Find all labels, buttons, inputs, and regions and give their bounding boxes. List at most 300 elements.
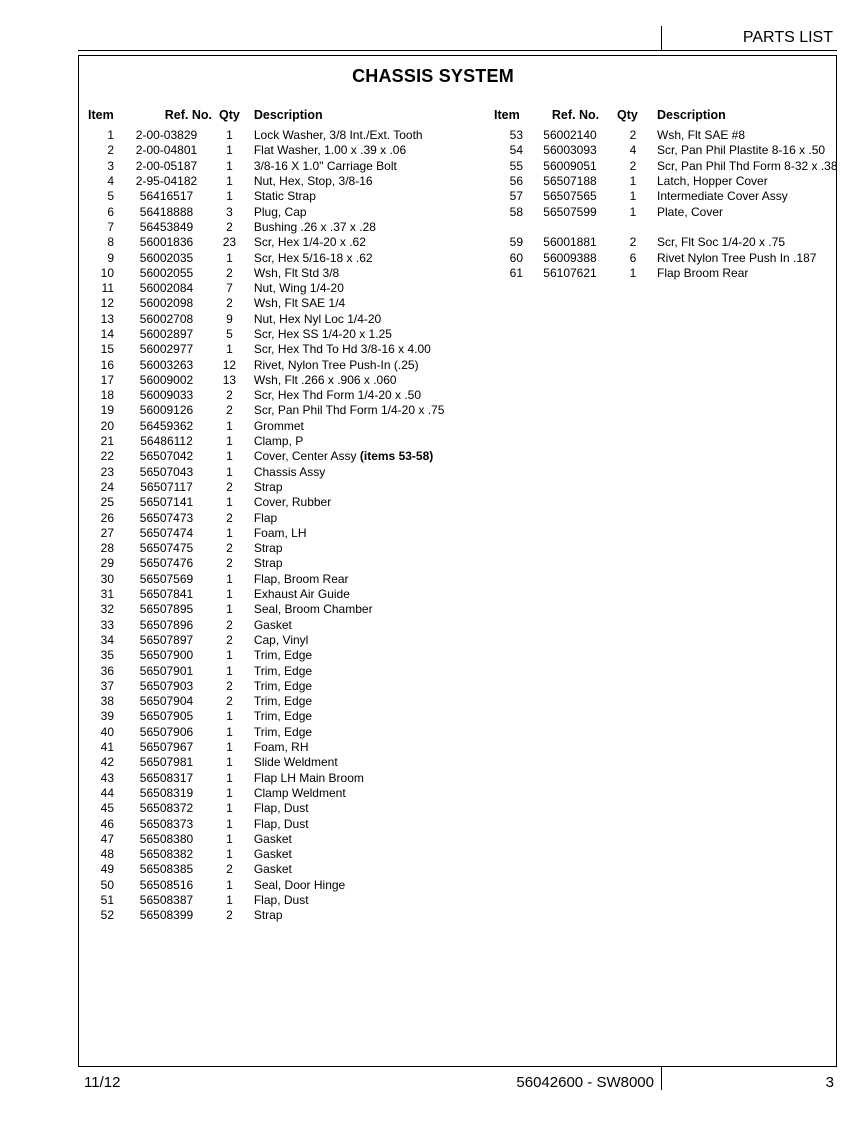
description: [240, 449, 445, 464]
quantity: 1: [226, 525, 233, 540]
description-text: Rivet, Nylon Tree Push-In (.25): [253, 357, 419, 372]
quantity: 9: [226, 311, 233, 326]
ref-number: 56507900: [139, 648, 194, 663]
ref-number: 56486112: [140, 434, 193, 449]
description: [240, 648, 445, 663]
item-number: 38: [100, 694, 114, 709]
quantity: 2: [226, 617, 233, 632]
quantity: 4: [629, 143, 637, 158]
quantity: 2: [226, 694, 233, 709]
ref-number: 56507896: [139, 617, 194, 632]
description: [240, 878, 445, 893]
table-row: [84, 419, 444, 434]
table-row: [84, 495, 444, 510]
footer-page-number: 3: [825, 1074, 834, 1091]
ref-number: 56001836: [139, 235, 194, 250]
ref-number: 56508373: [139, 816, 194, 831]
item-number: 34: [100, 632, 114, 647]
table-row: [84, 587, 444, 602]
table-header-row: [491, 108, 838, 128]
table-row: [84, 633, 444, 648]
description: [240, 128, 445, 143]
table-row: [84, 327, 444, 342]
quantity: 2: [629, 235, 637, 250]
ref-number: 56507841: [139, 587, 194, 602]
description-text: Trim, Edge: [253, 663, 313, 678]
description: [240, 587, 445, 602]
description-text: Foam, LH: [253, 525, 307, 540]
item-number: 6: [107, 204, 114, 219]
description-text: Gasket: [253, 617, 292, 632]
table-row: [84, 434, 444, 449]
description: [649, 143, 838, 158]
description-text: Plug, Cap: [253, 204, 307, 219]
ref-number: 56009002: [139, 372, 194, 387]
table-row: [84, 250, 444, 265]
description-text: Strap: [253, 908, 283, 923]
quantity: 7: [226, 281, 233, 296]
table-row: [491, 266, 838, 281]
quantity: 1: [226, 831, 233, 846]
ref-number: 56002084: [139, 281, 194, 296]
table-row: [84, 403, 444, 418]
description: [240, 694, 445, 709]
item-number: 52: [100, 908, 114, 923]
description: [240, 801, 445, 816]
description-text: Flap, Dust: [253, 816, 309, 831]
description: [240, 342, 445, 357]
ref-number: 56003093: [543, 143, 597, 158]
description-text: Cover, Center Assy: [253, 449, 360, 464]
description: [240, 755, 445, 770]
item-number: 61: [509, 265, 523, 280]
ref-number: 56002708: [139, 311, 194, 326]
item-number: 57: [509, 189, 523, 204]
ref-number: 56453849: [139, 219, 194, 234]
description: [649, 250, 838, 265]
item-number: 27: [100, 525, 114, 540]
item-number: 12: [100, 296, 114, 311]
description: [240, 602, 445, 617]
table-row: [84, 663, 444, 678]
table-row: [491, 235, 838, 250]
quantity: 1: [629, 189, 637, 204]
description-text: 3/8-16 X 1.0" Carriage Bolt: [253, 158, 397, 173]
description: [649, 266, 838, 281]
table-row: [84, 648, 444, 663]
ref-number: 56002035: [139, 250, 194, 265]
description: [240, 143, 445, 158]
ref-number: 56507188: [543, 174, 597, 189]
table-row: [84, 266, 444, 281]
quantity: 2: [226, 908, 233, 923]
footer-doc-number: 56042600 - SW8000: [516, 1074, 654, 1091]
item-number: 13: [100, 311, 114, 326]
description: [240, 465, 445, 480]
quantity: 2: [629, 158, 637, 173]
table-row: [491, 128, 838, 143]
table-row: [84, 220, 444, 235]
table-row: [84, 235, 444, 250]
description-text: Flap LH Main Broom: [253, 770, 364, 785]
item-number: 60: [509, 250, 523, 265]
table-row: [491, 204, 838, 219]
col-item-header: Item: [88, 108, 114, 122]
item-number: 40: [100, 724, 114, 739]
description-text: Wsh, Flt SAE #8: [657, 128, 746, 143]
quantity: 1: [226, 877, 233, 892]
description: [240, 510, 445, 525]
item-number: 54: [509, 143, 523, 158]
description-text: Wsh, Flt Std 3/8: [253, 265, 340, 280]
description: [240, 526, 445, 541]
col-ref-header: Ref. No.: [551, 108, 600, 122]
description: [240, 663, 445, 678]
description-note: (items 53-58): [359, 449, 434, 464]
description-text: Gasket: [253, 831, 292, 846]
description-text: Scr, Hex Thd To Hd 3/8-16 x 4.00: [253, 342, 431, 357]
item-number: 43: [100, 770, 114, 785]
ref-number: 56459362: [139, 418, 194, 433]
footer-date: 11/12: [84, 1074, 121, 1091]
description: [240, 908, 445, 923]
description: [240, 434, 445, 449]
item-number: 42: [100, 755, 114, 770]
header-label: PARTS LIST: [742, 29, 833, 46]
ref-number: 56507903: [139, 678, 194, 693]
col-desc-header: Description: [253, 108, 323, 122]
quantity: 1: [226, 158, 233, 173]
item-number: 15: [100, 342, 114, 357]
col-qty-header: Qty: [219, 108, 240, 122]
quantity: 2: [226, 479, 233, 494]
table-row: [84, 878, 444, 893]
quantity: 2: [226, 388, 233, 403]
quantity: 1: [226, 709, 233, 724]
description-text: Trim, Edge: [253, 648, 313, 663]
description: [240, 419, 445, 434]
ref-number: 56507905: [139, 709, 194, 724]
ref-number: 56507895: [139, 602, 194, 617]
table-row: [84, 556, 444, 571]
quantity: 2: [226, 296, 233, 311]
ref-number: 56507981: [139, 755, 194, 770]
item-number: 50: [100, 877, 114, 892]
quantity: 1: [226, 189, 233, 204]
item-number: 23: [100, 464, 114, 479]
ref-number: 2-00-03829: [135, 128, 198, 143]
description-text: Gasket: [253, 847, 292, 862]
description: [649, 204, 838, 219]
description-text: Plate, Cover: [657, 204, 724, 219]
quantity: 1: [226, 816, 233, 831]
ref-number: 56507901: [139, 663, 194, 678]
description: [240, 204, 445, 219]
quantity: 1: [226, 770, 233, 785]
table-row: [84, 755, 444, 770]
item-number: 8: [107, 235, 114, 250]
item-number: 1: [107, 128, 114, 143]
parts-table-right: [491, 108, 838, 281]
item-number: 29: [100, 556, 114, 571]
table-row: [84, 174, 444, 189]
ref-number: 56507904: [139, 694, 194, 709]
quantity: 1: [226, 755, 233, 770]
table-row: [84, 204, 444, 219]
description-text: Rivet Nylon Tree Push In .187: [657, 250, 817, 265]
item-number: 56: [509, 174, 523, 189]
description: [240, 250, 445, 265]
ref-number: 56508372: [139, 801, 194, 816]
description-text: Wsh, Flt .266 x .906 x .060: [253, 372, 397, 387]
item-number: 47: [100, 831, 114, 846]
table-row: [84, 541, 444, 556]
description-text: Scr, Pan Phil Thd Form 8-32 x .38: [657, 158, 838, 173]
description-text: Flap Broom Rear: [657, 265, 749, 280]
ref-number: 56002140: [543, 128, 597, 143]
item-number: 17: [100, 372, 114, 387]
description-text: Flap, Dust: [253, 892, 309, 907]
description: [240, 725, 445, 740]
description: [240, 832, 445, 847]
item-number: 45: [100, 801, 114, 816]
description: [649, 235, 838, 250]
description: [240, 786, 445, 801]
item-number: 39: [100, 709, 114, 724]
description-text: Static Strap: [253, 189, 316, 204]
footer-rule: [78, 1066, 837, 1067]
item-number: 25: [100, 495, 114, 510]
ref-number: 56507565: [543, 189, 597, 204]
ref-number: 56508380: [139, 831, 194, 846]
ref-number: 56002897: [139, 327, 194, 341]
item-number: 10: [100, 265, 114, 280]
item-number: 24: [100, 479, 114, 494]
description-text: Flat Washer, 1.00 x .39 x .06: [253, 143, 407, 158]
quantity: 1: [226, 449, 233, 464]
col-desc-header: Description: [657, 108, 726, 122]
description: [240, 862, 445, 877]
description: [240, 388, 445, 403]
description-text: Clamp, P: [253, 434, 304, 449]
table-row: [84, 357, 444, 372]
quantity: 1: [629, 265, 637, 280]
ref-number: 2-00-05187: [135, 158, 198, 173]
ref-number: 56507599: [543, 204, 597, 219]
table-row: [84, 847, 444, 862]
description: [240, 312, 445, 327]
item-number: 51: [100, 892, 114, 907]
ref-number: 2-95-04182: [135, 174, 198, 189]
ref-number: 56507906: [139, 724, 194, 739]
description-text: Wsh, Flt SAE 1/4: [253, 296, 346, 311]
description-text: Latch, Hopper Cover: [657, 174, 768, 189]
description: [240, 403, 445, 418]
table-row: [84, 679, 444, 694]
description: [240, 541, 445, 556]
ref-number: 56507141: [139, 495, 194, 510]
description-text: Scr, Flt Soc 1/4-20 x .75: [657, 235, 786, 250]
table-row: [84, 602, 444, 617]
quantity: 2: [226, 510, 233, 525]
table-row: [84, 832, 444, 847]
description-text: Scr, Hex SS 1/4-20 x 1.25: [253, 327, 392, 341]
description-text: Scr, Hex Thd Form 1/4-20 x .50: [253, 388, 422, 403]
item-number: 49: [100, 862, 114, 877]
ref-number: 56107621: [543, 265, 597, 280]
quantity: 1: [226, 785, 233, 800]
quantity: 1: [226, 648, 233, 663]
ref-number: 56508317: [139, 770, 194, 785]
description-text: Bushing .26 x .37 x .28: [253, 219, 376, 234]
item-number: 30: [100, 571, 114, 586]
quantity: 1: [226, 740, 233, 755]
ref-number: 56009126: [139, 403, 194, 418]
quantity: 2: [226, 265, 233, 280]
ref-number: 56507475: [139, 541, 194, 556]
description: [240, 816, 445, 831]
quantity: 1: [226, 663, 233, 678]
ref-number: 56507474: [139, 525, 194, 540]
description-text: Flap: [253, 510, 278, 525]
item-number: 59: [509, 235, 523, 250]
description: [649, 189, 838, 204]
table-row: [84, 189, 444, 204]
quantity: 12: [222, 357, 237, 372]
quantity: 2: [226, 632, 233, 647]
quantity: 2: [226, 862, 233, 877]
quantity: 1: [226, 587, 233, 602]
header-divider: [661, 26, 662, 50]
quantity: 3: [226, 204, 233, 219]
quantity: 1: [226, 801, 233, 816]
table-row: [84, 770, 444, 785]
item-number: 21: [100, 434, 114, 449]
description-text: Gasket: [253, 862, 292, 877]
table-header-row: [84, 108, 444, 128]
quantity: 23: [222, 235, 237, 250]
quantity: 1: [226, 464, 233, 479]
quantity: 2: [226, 403, 233, 418]
item-number: 16: [100, 357, 114, 372]
description-text: Seal, Broom Chamber: [253, 602, 373, 617]
table-row: [84, 143, 444, 158]
table-row: [84, 159, 444, 174]
item-number: 7: [107, 219, 114, 234]
quantity: 5: [226, 327, 233, 341]
description: [240, 189, 445, 204]
table-row: [84, 816, 444, 831]
description: [240, 373, 445, 388]
description: [240, 847, 445, 862]
description-text: Exhaust Air Guide: [253, 587, 350, 602]
header-rule: [78, 50, 837, 51]
quantity: 1: [226, 495, 233, 510]
table-row: [491, 250, 838, 265]
item-number: 46: [100, 816, 114, 831]
item-number: 20: [100, 418, 114, 433]
description-text: Scr, Pan Phil Thd Form 1/4-20 x .75: [253, 403, 445, 418]
ref-number: 56507476: [139, 556, 194, 571]
ref-number: 56508382: [139, 847, 194, 862]
description-text: Scr, Pan Phil Plastite 8-16 x .50: [657, 143, 826, 158]
description: [240, 770, 445, 785]
quantity: 2: [226, 678, 233, 693]
description: [240, 357, 445, 372]
item-number: 14: [100, 327, 114, 341]
item-number: 26: [100, 510, 114, 525]
table-row: [84, 388, 444, 403]
table-row: [84, 128, 444, 143]
table-row: [84, 465, 444, 480]
item-number: 55: [509, 158, 523, 173]
ref-number: 56508399: [139, 908, 194, 923]
quantity: 1: [629, 174, 637, 189]
description-text: Strap: [253, 556, 283, 571]
quantity: 1: [629, 204, 637, 219]
item-number: 4: [107, 174, 114, 189]
description-text: Foam, RH: [253, 740, 309, 755]
quantity: 2: [226, 556, 233, 571]
table-row: [84, 740, 444, 755]
quantity: 1: [226, 724, 233, 739]
item-number: 9: [107, 250, 114, 265]
description-text: Flap, Dust: [253, 801, 309, 816]
description-text: Nut, Hex Nyl Loc 1/4-20: [253, 311, 382, 326]
description-text: Strap: [253, 541, 283, 556]
description: [649, 174, 838, 189]
description: [240, 633, 445, 648]
ref-number: 56507117: [140, 479, 193, 494]
description: [240, 618, 445, 633]
col-item-header: Item: [494, 108, 520, 122]
table-row: [84, 373, 444, 388]
quantity: 2: [226, 219, 233, 234]
description-text: Chassis Assy: [253, 464, 326, 479]
table-row: [84, 786, 444, 801]
description: [240, 679, 445, 694]
description-text: Seal, Door Hinge: [253, 877, 346, 892]
ref-number: 56507043: [139, 464, 194, 479]
description: [240, 220, 445, 235]
quantity: 2: [226, 541, 233, 556]
item-number: 5: [107, 189, 114, 204]
col-qty-header: Qty: [617, 108, 638, 122]
description-text: Nut, Wing 1/4-20: [253, 281, 344, 296]
ref-number: 56002098: [139, 296, 194, 311]
table-row: [84, 296, 444, 311]
row-spacer: [491, 220, 838, 235]
description: [240, 495, 445, 510]
description-text: Trim, Edge: [253, 709, 313, 724]
quantity: 1: [226, 418, 233, 433]
table-row: [84, 510, 444, 525]
description-text: Trim, Edge: [253, 724, 313, 739]
description-text: Grommet: [253, 418, 304, 433]
table-row: [84, 342, 444, 357]
ref-number: 56002055: [139, 265, 194, 280]
quantity: 1: [226, 250, 233, 265]
description-text: Scr, Hex 1/4-20 x .62: [253, 235, 366, 250]
description-text: Lock Washer, 3/8 Int./Ext. Tooth: [253, 128, 423, 143]
quantity: 1: [226, 434, 233, 449]
ref-number: 56508385: [139, 862, 194, 877]
ref-number: 56507042: [139, 449, 194, 464]
ref-number: 56418888: [139, 204, 194, 219]
description: [240, 235, 445, 250]
table-row: [491, 159, 838, 174]
item-number: 58: [509, 204, 523, 219]
